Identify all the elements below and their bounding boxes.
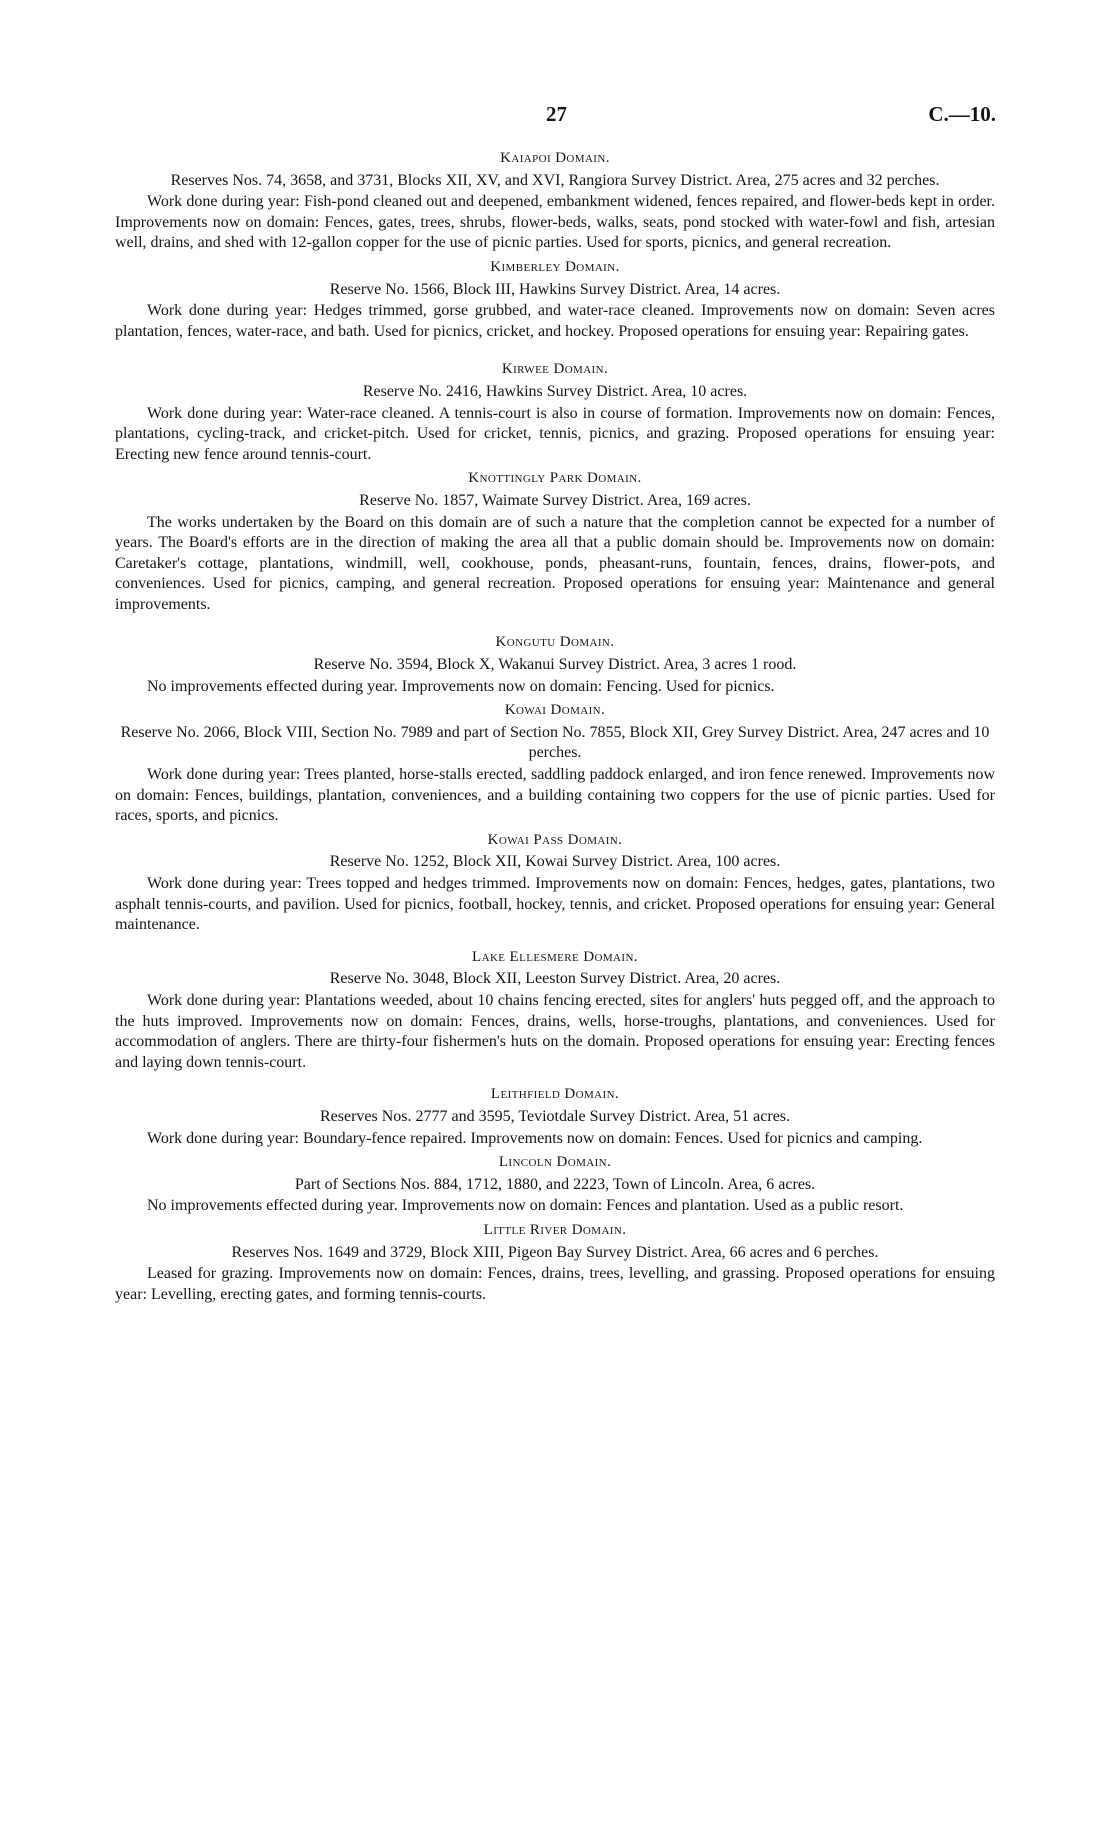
domain-section-kongutu bbox=[115, 632, 995, 697]
section-heading: Kirwee Domain. bbox=[501, 361, 609, 378]
domain-section-kaiapoi bbox=[115, 148, 995, 254]
domain-section-kowai-pass bbox=[115, 830, 995, 936]
section-heading: Kimberley Domain. bbox=[490, 258, 620, 275]
section-paragraph: No improvements effected during year. Improvements now on domain: Fencing. Used for picnics. bbox=[147, 677, 775, 695]
page-number: 27 bbox=[546, 102, 567, 126]
reserve-details: Reserves Nos. 2777 and 3595, Teviotdale Survey District. Area, 51 acres. bbox=[319, 1107, 791, 1125]
reserve-details: Reserves Nos. 1649 and 3729, Block XIII, Pigeon Bay Survey District. Area, 66 acres and 6 perches. bbox=[231, 1243, 879, 1261]
section-paragraph: Work done during year: Hedges trimmed, gorse grubbed, and water-race cleaned. Improvements now on domain: Seven acres plantation, fences, water-race, and bath. Used for picnics, cricket, and hockey. Proposed operations for ensuing year: Repairing gates. bbox=[115, 302, 995, 340]
domain-section-kowai bbox=[115, 700, 995, 827]
spacer bbox=[115, 939, 995, 945]
section-paragraph: Work done during year: Fish-pond cleaned out and deepened, embankment widened, fences repaired, and flower-beds kept in order. Improvements now on domain: Fences, gates, trees, shrubs, flower-beds, walks, seats, pond stocked with water-fowl and fish, artesian well, drains, and shed with 12-gallon copper for the use of picnic parties. Used for sports, picnics, and general recreation. bbox=[115, 193, 995, 252]
section-paragraph: No improvements effected during year. Improvements now on domain: Fences and plantation. Used as a public resort. bbox=[147, 1197, 904, 1215]
section-heading: Kowai Pass Domain. bbox=[487, 831, 623, 848]
reserve-details: Reserve No. 3594, Block X, Wakanui Survey District. Area, 3 acres 1 rood. bbox=[313, 656, 797, 674]
reserve-details: Reserve No. 1857, Waimate Survey District. Area, 169 acres. bbox=[359, 491, 751, 509]
reserve-details: Reserve No. 1566, Block III, Hawkins Survey District. Area, 14 acres. bbox=[329, 280, 781, 298]
domain-section-kimberley bbox=[115, 257, 995, 342]
reserve-details: Reserves Nos. 74, 3658, and 3731, Blocks XII, XV, and XVI, Rangiora Survey District. Area, 275 acres and 32 perches. bbox=[170, 171, 940, 189]
reserve-details: Reserve No. 1252, Block XII, Kowai Survey District. Area, 100 acres. bbox=[329, 853, 781, 871]
reserve-details: Reserve No. 2416, Hawkins Survey District. Area, 10 acres. bbox=[362, 382, 748, 400]
section-heading: Lake Ellesmere Domain. bbox=[472, 948, 638, 965]
domain-section-lake-ellesmere bbox=[115, 947, 995, 1074]
reserve-details: Reserve No. 3048, Block XII, Leeston Survey District. Area, 20 acres. bbox=[329, 970, 781, 988]
section-heading: Kowai Domain. bbox=[504, 702, 606, 719]
section-heading: Knottingly Park Domain. bbox=[468, 470, 642, 487]
document-reference: C.—10. bbox=[928, 102, 996, 126]
section-heading: Lincoln Domain. bbox=[498, 1154, 612, 1171]
domain-section-knottingly-park bbox=[115, 468, 995, 615]
domain-section-kirwee bbox=[115, 359, 995, 465]
section-paragraph: Work done during year: Water-race cleaned. A tennis-court is also in course of formation. Improvements now on domain: Fences, plantations, cycling-track, and cricket-pitch. Used for cricket, tennis, picnics, and grazing. Proposed operations for ensuing year: Erecting new fence around tennis-court. bbox=[115, 404, 995, 463]
section-paragraph: Work done during year: Plantations weeded, about 10 chains fencing erected, sites for anglers' huts pegged off, and the approach to the huts improved. Improvements now on domain: Fences, drains, wells, horse-troughs, plantations, and conveniences. Used for accommodation of anglers. There are thirty-four fishermen's huts on the domain. Proposed operations for ensuing year: Erecting fences and laying down tennis-court. bbox=[115, 991, 995, 1071]
page-header bbox=[0, 102, 1114, 130]
section-paragraph: Work done during year: Boundary-fence repaired. Improvements now on domain: Fences. Used for picnics and camping. bbox=[147, 1129, 923, 1147]
section-paragraph: Work done during year: Trees topped and hedges trimmed. Improvements now on domain: Fences, hedges, gates, plantations, two asphalt tennis-courts, and pavilion. Used for picnics, football, hockey, tennis, and cricket. Proposed operations for ensuing year: General maintenance. bbox=[115, 875, 995, 934]
spacer bbox=[115, 345, 995, 357]
reserve-details: Reserve No. 2066, Block VIII, Section No. 7989 and part of Section No. 7855, Block XII, Grey Survey District. Area, 247 acres and 10 perches. bbox=[120, 723, 990, 762]
document-body bbox=[115, 146, 995, 1308]
domain-section-lincoln bbox=[115, 1152, 995, 1217]
domain-section-leithfield bbox=[115, 1084, 995, 1149]
section-paragraph: The works undertaken by the Board on this domain are of such a nature that the completion cannot be expected for a number of years. The Board's efforts are in the direction of making the area all that a public domain should be. Improvements now on domain: Caretaker's cottage, plantations, windmill, well, cookhouse, ponds, pheasant-runs, fountain, fences, drains, flower-pots, and conveniences. Used for picnics, camping, and general recreation. Proposed operations for ensuing year: Maintenance and general improvements. bbox=[115, 513, 995, 613]
spacer bbox=[115, 1076, 995, 1082]
section-heading: Kaiapoi Domain. bbox=[500, 150, 610, 166]
section-paragraph: Work done during year: Trees planted, horse-stalls erected, saddling paddock enlarged, and iron fence renewed. Improvements now on domain: Fences, buildings, plantation, conveniences, and a building containing two coppers for the use of picnic parties. Used for races, sports, and picnics. bbox=[115, 766, 995, 825]
section-paragraph: Leased for grazing. Improvements now on domain: Fences, drains, trees, levelling, and grassing. Proposed operations for ensuing year: Levelling, erecting gates, and forming tennis-courts. bbox=[115, 1265, 995, 1303]
spacer bbox=[115, 618, 995, 630]
section-heading: Kongutu Domain. bbox=[495, 634, 615, 651]
reserve-details: Part of Sections Nos. 884, 1712, 1880, and 2223, Town of Lincoln. Area, 6 acres. bbox=[294, 1175, 816, 1193]
section-heading: Leithfield Domain. bbox=[490, 1086, 620, 1103]
section-heading: Little River Domain. bbox=[483, 1221, 627, 1238]
domain-section-little-river bbox=[115, 1220, 995, 1305]
